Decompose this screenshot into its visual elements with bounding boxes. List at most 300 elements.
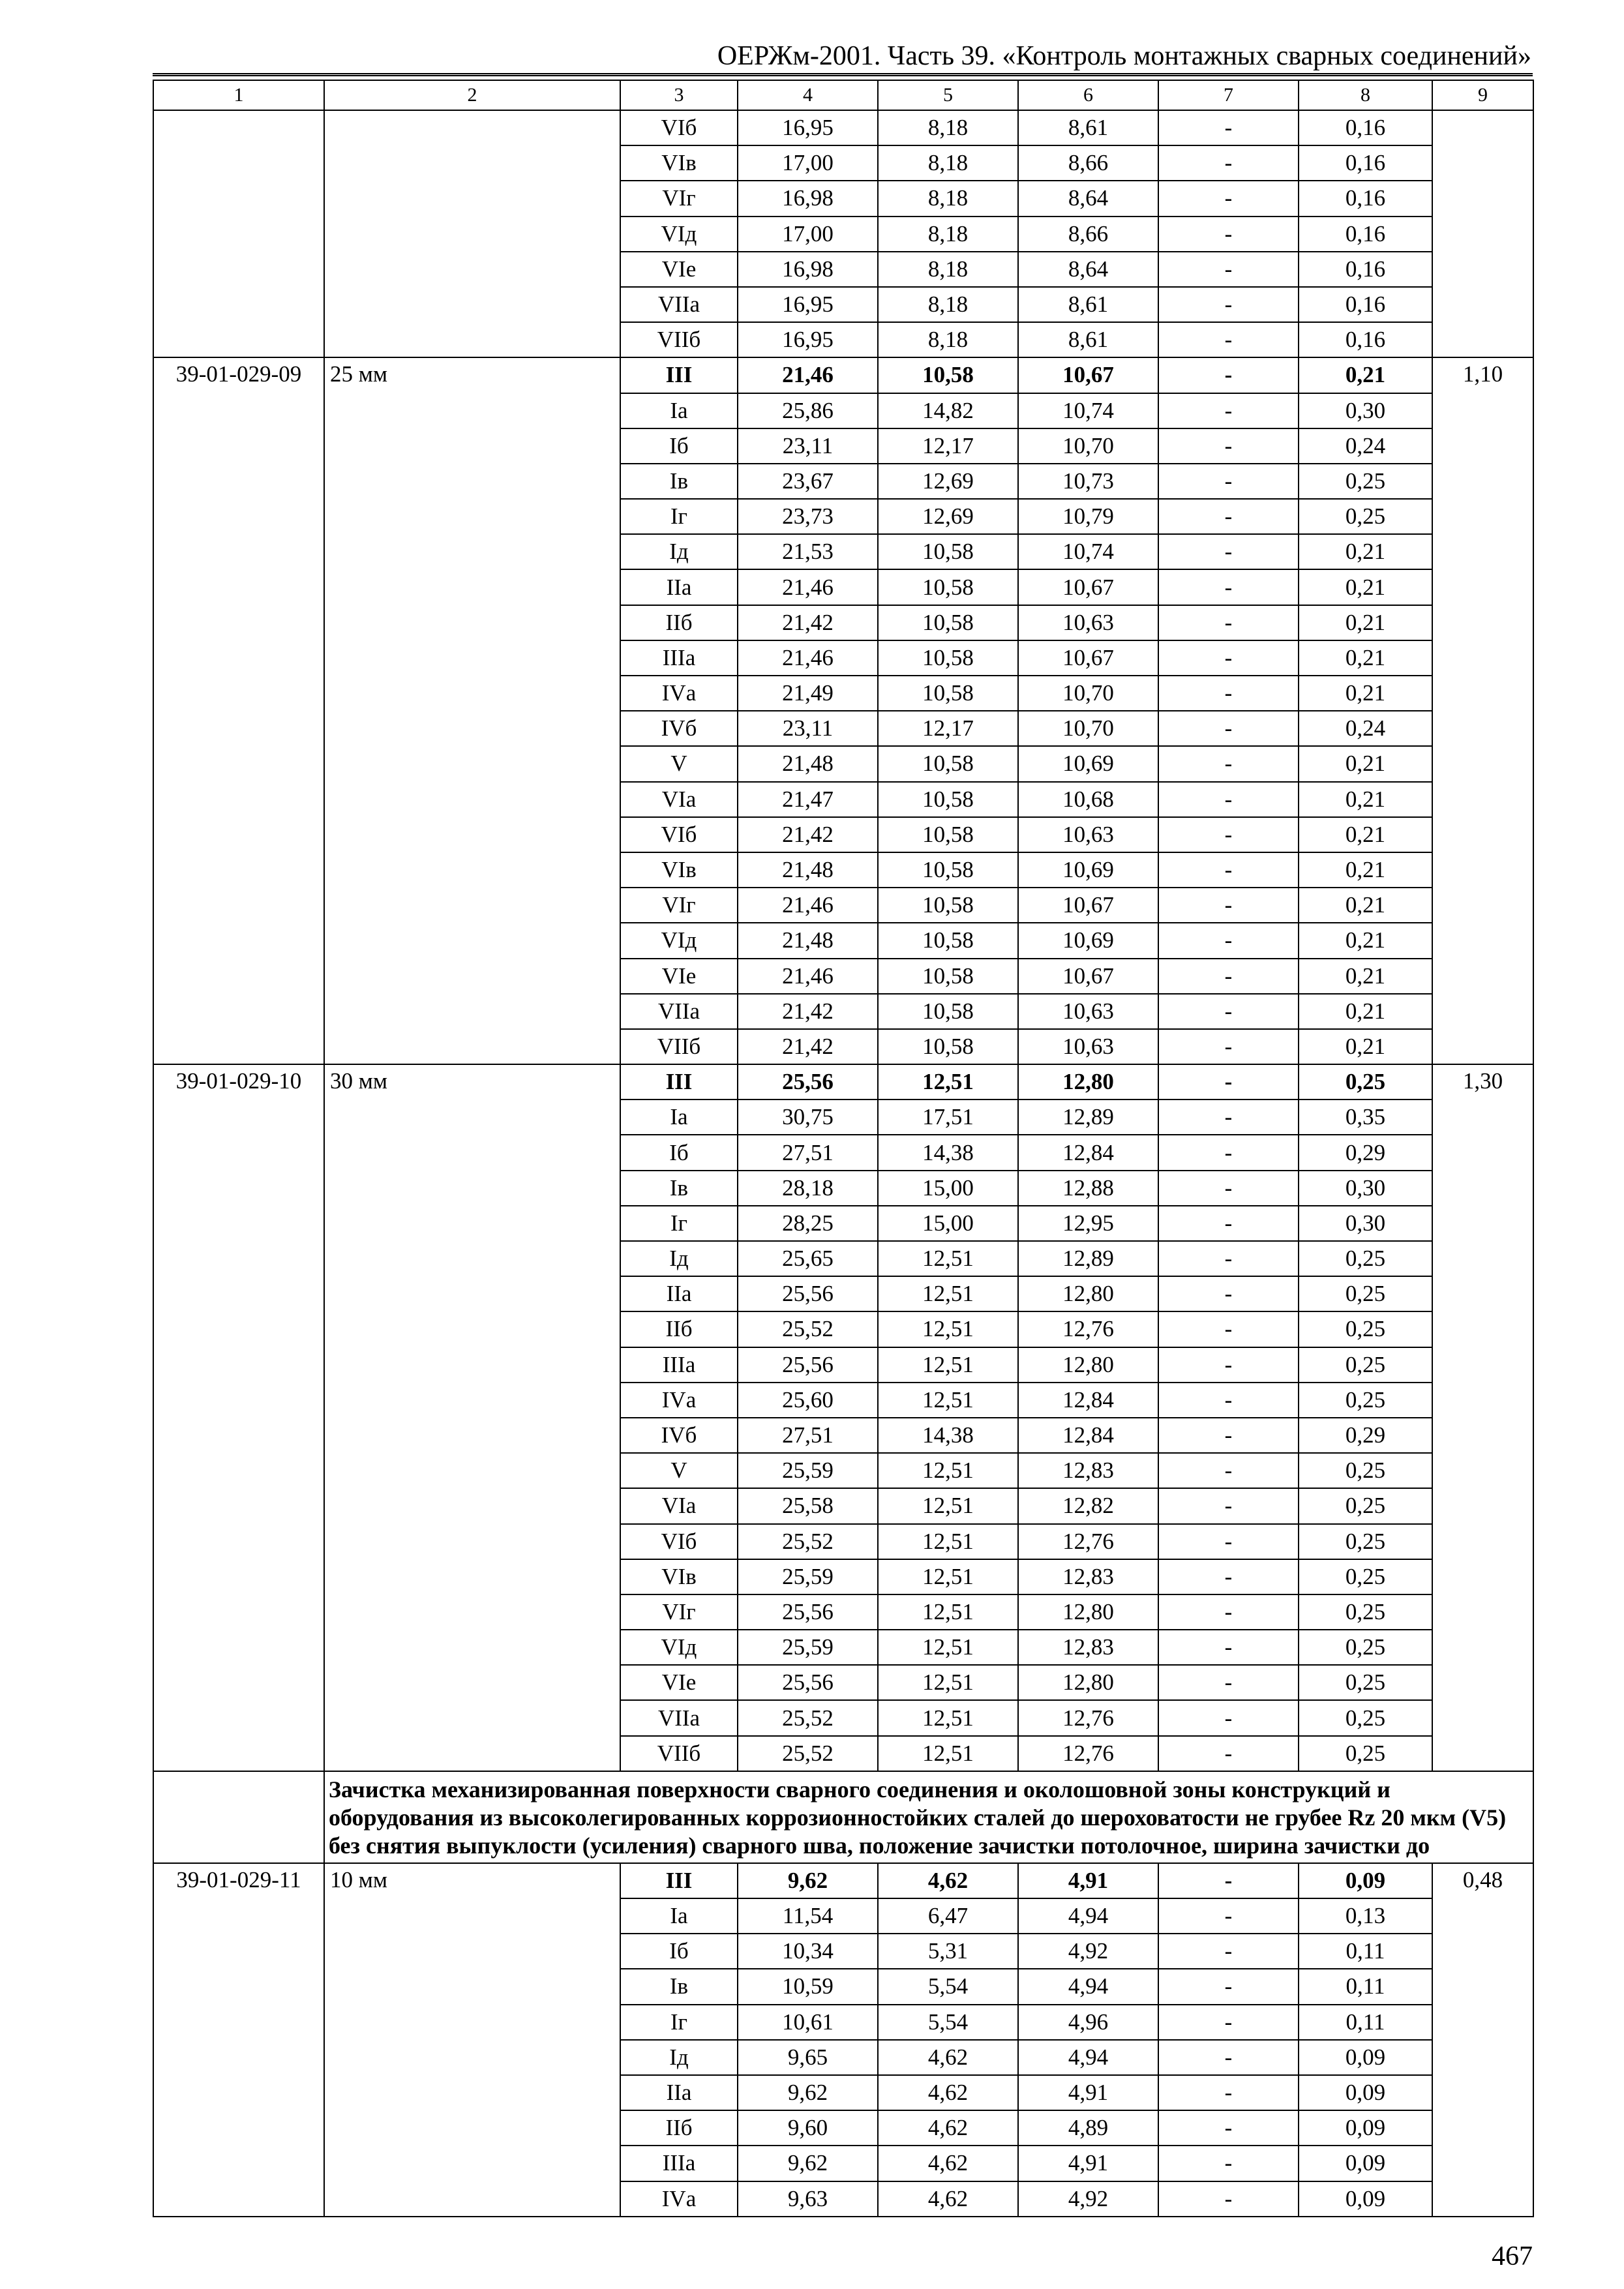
wages-cell: 4,62: [878, 2040, 1018, 2075]
column-number: 1: [153, 80, 324, 110]
machine-cost-cell: 10,67: [1018, 357, 1158, 393]
wages-cell: 12,17: [878, 711, 1018, 746]
labor-machinists-cell: 0,21: [1299, 357, 1432, 393]
wages-cell: 4,62: [878, 2146, 1018, 2181]
machine-cost-cell: 10,63: [1018, 994, 1158, 1029]
machine-cost-cell: 4,94: [1018, 1969, 1158, 2004]
cost-total-cell: 23,11: [738, 428, 878, 464]
wages-cell: 10,58: [878, 357, 1018, 393]
cost-total-cell: 21,53: [738, 534, 878, 569]
materials-cell: -: [1158, 2005, 1299, 2040]
cost-total-cell: 25,56: [738, 1594, 878, 1630]
materials-cell: -: [1158, 1594, 1299, 1630]
materials-cell: -: [1158, 569, 1299, 605]
materials-cell: -: [1158, 1418, 1299, 1453]
labor-machinists-cell: 0,25: [1299, 464, 1432, 499]
zone-code-cell: Iг: [620, 499, 738, 534]
cost-total-cell: 21,46: [738, 569, 878, 605]
cost-total-cell: 9,62: [738, 2146, 878, 2181]
labor-machinists-cell: 0,09: [1299, 2110, 1432, 2146]
rate-norm: 0,48: [1432, 1863, 1533, 2217]
materials-cell: -: [1158, 1863, 1299, 1898]
wages-cell: 12,51: [878, 1700, 1018, 1735]
labor-machinists-cell: 0,21: [1299, 959, 1432, 994]
cost-total-cell: 9,65: [738, 2040, 878, 2075]
cost-total-cell: 23,67: [738, 464, 878, 499]
wages-cell: 10,58: [878, 888, 1018, 923]
materials-cell: -: [1158, 2075, 1299, 2110]
cost-total-cell: 21,49: [738, 676, 878, 711]
labor-machinists-cell: 0,24: [1299, 428, 1432, 464]
machine-cost-cell: 10,70: [1018, 711, 1158, 746]
materials-cell: -: [1158, 393, 1299, 428]
machine-cost-cell: 4,91: [1018, 1863, 1158, 1898]
materials-cell: -: [1158, 1064, 1299, 1100]
labor-machinists-cell: 0,16: [1299, 110, 1432, 145]
zone-code-cell: IIIа: [620, 640, 738, 676]
size-cell-empty: [324, 110, 620, 357]
zone-code-cell: Iа: [620, 393, 738, 428]
cost-total-cell: 17,00: [738, 217, 878, 252]
materials-cell: -: [1158, 252, 1299, 287]
labor-machinists-cell: 0,21: [1299, 817, 1432, 852]
wages-cell: 12,51: [878, 1594, 1018, 1630]
cost-total-cell: 25,56: [738, 1665, 878, 1700]
cost-total-cell: 21,48: [738, 746, 878, 781]
rate-norm: 1,30: [1432, 1064, 1533, 1771]
zone-code-cell: VIб: [620, 110, 738, 145]
labor-machinists-cell: 0,25: [1299, 1311, 1432, 1347]
machine-cost-cell: 4,94: [1018, 1898, 1158, 1934]
rate-size: 10 мм: [324, 1863, 620, 2217]
wages-cell: 12,51: [878, 1241, 1018, 1276]
machine-cost-cell: 8,64: [1018, 181, 1158, 216]
wages-cell: 12,51: [878, 1311, 1018, 1347]
wages-cell: 6,47: [878, 1898, 1018, 1934]
wages-cell: 4,62: [878, 2181, 1018, 2217]
labor-machinists-cell: 0,21: [1299, 852, 1432, 888]
wages-cell: 12,69: [878, 464, 1018, 499]
labor-machinists-cell: 0,21: [1299, 888, 1432, 923]
zone-code-cell: VIв: [620, 1559, 738, 1594]
wages-cell: 12,51: [878, 1383, 1018, 1418]
machine-cost-cell: 10,67: [1018, 888, 1158, 923]
zone-code-cell: VIв: [620, 852, 738, 888]
labor-machinists-cell: 0,25: [1299, 1700, 1432, 1735]
table-row: [153, 357, 1533, 393]
materials-cell: -: [1158, 1276, 1299, 1311]
materials-cell: -: [1158, 605, 1299, 640]
zone-code-cell: IIа: [620, 2075, 738, 2110]
cost-total-cell: 25,86: [738, 393, 878, 428]
labor-machinists-cell: 0,25: [1299, 1453, 1432, 1488]
machine-cost-cell: 4,92: [1018, 2181, 1158, 2217]
column-number: 8: [1299, 80, 1432, 110]
wages-cell: 12,17: [878, 428, 1018, 464]
wages-cell: 10,58: [878, 676, 1018, 711]
zone-code-cell: IVа: [620, 1383, 738, 1418]
section-row: [153, 1771, 1533, 1863]
machine-cost-cell: 8,64: [1018, 252, 1158, 287]
labor-machinists-cell: 0,25: [1299, 1064, 1432, 1100]
materials-cell: -: [1158, 2146, 1299, 2181]
wages-cell: 14,38: [878, 1418, 1018, 1453]
column-number: 6: [1018, 80, 1158, 110]
labor-machinists-cell: 0,11: [1299, 2005, 1432, 2040]
zone-code-cell: IVб: [620, 1418, 738, 1453]
zone-code-cell: Iб: [620, 1135, 738, 1170]
labor-machinists-cell: 0,25: [1299, 1736, 1432, 1771]
machine-cost-cell: 12,83: [1018, 1559, 1158, 1594]
materials-cell: -: [1158, 1383, 1299, 1418]
machine-cost-cell: 4,92: [1018, 1934, 1158, 1969]
machine-cost-cell: 12,84: [1018, 1383, 1158, 1418]
materials-cell: -: [1158, 534, 1299, 569]
zone-code-cell: IIа: [620, 569, 738, 605]
labor-machinists-cell: 0,09: [1299, 2181, 1432, 2217]
cost-total-cell: 21,42: [738, 817, 878, 852]
materials-cell: -: [1158, 145, 1299, 181]
materials-cell: -: [1158, 287, 1299, 322]
machine-cost-cell: 4,91: [1018, 2075, 1158, 2110]
zone-code-cell: VIг: [620, 1594, 738, 1630]
zone-code-cell: IIIа: [620, 1347, 738, 1383]
zone-code-cell: IVб: [620, 711, 738, 746]
zone-code-cell: VIе: [620, 1665, 738, 1700]
cost-total-cell: 25,56: [738, 1276, 878, 1311]
machine-cost-cell: 10,69: [1018, 746, 1158, 781]
wages-cell: 8,18: [878, 252, 1018, 287]
machine-cost-cell: 12,83: [1018, 1453, 1158, 1488]
zone-code-cell: VIд: [620, 923, 738, 958]
zone-code-cell: Iб: [620, 428, 738, 464]
wages-cell: 4,62: [878, 2075, 1018, 2110]
wages-cell: 15,00: [878, 1171, 1018, 1206]
cost-total-cell: 16,95: [738, 322, 878, 357]
wages-cell: 14,82: [878, 393, 1018, 428]
machine-cost-cell: 12,76: [1018, 1700, 1158, 1735]
machine-cost-cell: 10,68: [1018, 782, 1158, 817]
materials-cell: -: [1158, 746, 1299, 781]
rate-code: 39-01-029-11: [153, 1863, 324, 2217]
labor-machinists-cell: 0,24: [1299, 711, 1432, 746]
machine-cost-cell: 12,80: [1018, 1276, 1158, 1311]
table-body: [153, 80, 1533, 2217]
wages-cell: 10,58: [878, 746, 1018, 781]
wages-cell: 12,51: [878, 1524, 1018, 1559]
zone-code-cell: VIIа: [620, 1700, 738, 1735]
materials-cell: -: [1158, 1898, 1299, 1934]
materials-cell: -: [1158, 428, 1299, 464]
labor-machinists-cell: 0,21: [1299, 782, 1432, 817]
cost-total-cell: 21,42: [738, 605, 878, 640]
labor-machinists-cell: 0,09: [1299, 2075, 1432, 2110]
zone-code-cell: VIIа: [620, 287, 738, 322]
machine-cost-cell: 8,61: [1018, 110, 1158, 145]
labor-machinists-cell: 0,25: [1299, 1559, 1432, 1594]
materials-cell: -: [1158, 1665, 1299, 1700]
zone-code-cell: VIа: [620, 782, 738, 817]
rate-code: 39-01-029-10: [153, 1064, 324, 1771]
zone-code-cell: Iв: [620, 1969, 738, 2004]
wages-cell: 5,54: [878, 2005, 1018, 2040]
machine-cost-cell: 4,96: [1018, 2005, 1158, 2040]
cost-total-cell: 16,95: [738, 110, 878, 145]
wages-cell: 12,51: [878, 1488, 1018, 1523]
cost-total-cell: 10,34: [738, 1934, 878, 1969]
materials-cell: -: [1158, 464, 1299, 499]
zone-code-cell: Iа: [620, 1100, 738, 1135]
materials-cell: -: [1158, 852, 1299, 888]
wages-cell: 12,51: [878, 1736, 1018, 1771]
zone-code-cell: Iб: [620, 1934, 738, 1969]
cost-total-cell: 21,46: [738, 357, 878, 393]
machine-cost-cell: 10,70: [1018, 676, 1158, 711]
zone-code-cell: Iа: [620, 1898, 738, 1934]
wages-cell: 5,31: [878, 1934, 1018, 1969]
materials-cell: -: [1158, 1347, 1299, 1383]
wages-cell: 8,18: [878, 217, 1018, 252]
materials-cell: -: [1158, 1206, 1299, 1241]
section-description: Зачистка механизированная поверхности сварного соединения и околошовной зоны конструкций и оборудования из высоколегированных коррозионностойких сталей до шероховатости не грубее Rz 20 мкм (V5) без снятия выпуклости (усиления) сварного шва, положение зачистки потолочное, ширина зачистки до: [324, 1771, 1533, 1863]
materials-cell: -: [1158, 2181, 1299, 2217]
materials-cell: -: [1158, 1700, 1299, 1735]
zone-code-cell: VIIб: [620, 1736, 738, 1771]
machine-cost-cell: 12,95: [1018, 1206, 1158, 1241]
cost-total-cell: 11,54: [738, 1898, 878, 1934]
wages-cell: 10,58: [878, 994, 1018, 1029]
zone-code-cell: VIг: [620, 888, 738, 923]
cost-total-cell: 16,98: [738, 181, 878, 216]
materials-cell: -: [1158, 1736, 1299, 1771]
machine-cost-cell: 12,80: [1018, 1064, 1158, 1100]
wages-cell: 10,58: [878, 817, 1018, 852]
labor-machinists-cell: 0,21: [1299, 534, 1432, 569]
cost-total-cell: 25,59: [738, 1453, 878, 1488]
cost-total-cell: 21,46: [738, 640, 878, 676]
cost-total-cell: 16,98: [738, 252, 878, 287]
wages-cell: 5,54: [878, 1969, 1018, 2004]
zone-code-cell: VIв: [620, 145, 738, 181]
labor-machinists-cell: 0,29: [1299, 1418, 1432, 1453]
wages-cell: 12,51: [878, 1559, 1018, 1594]
cost-total-cell: 25,52: [738, 1524, 878, 1559]
labor-machinists-cell: 0,25: [1299, 1347, 1432, 1383]
wages-cell: 8,18: [878, 181, 1018, 216]
wages-cell: 15,00: [878, 1206, 1018, 1241]
machine-cost-cell: 4,91: [1018, 2146, 1158, 2181]
zone-code-cell: IVа: [620, 676, 738, 711]
table-row: [153, 1863, 1533, 1898]
wages-cell: 12,51: [878, 1453, 1018, 1488]
cost-total-cell: 28,18: [738, 1171, 878, 1206]
cost-total-cell: 10,61: [738, 2005, 878, 2040]
labor-machinists-cell: 0,21: [1299, 676, 1432, 711]
table-row: [153, 1064, 1533, 1100]
materials-cell: -: [1158, 1630, 1299, 1665]
machine-cost-cell: 12,80: [1018, 1665, 1158, 1700]
materials-cell: -: [1158, 994, 1299, 1029]
zone-code-cell: Iв: [620, 1171, 738, 1206]
labor-machinists-cell: 0,30: [1299, 393, 1432, 428]
machine-cost-cell: 12,84: [1018, 1135, 1158, 1170]
labor-machinists-cell: 0,21: [1299, 640, 1432, 676]
wages-cell: 10,58: [878, 569, 1018, 605]
wages-cell: 8,18: [878, 287, 1018, 322]
cost-total-cell: 23,11: [738, 711, 878, 746]
labor-machinists-cell: 0,16: [1299, 287, 1432, 322]
machine-cost-cell: 10,69: [1018, 852, 1158, 888]
cost-total-cell: 25,56: [738, 1064, 878, 1100]
zone-code-cell: III: [620, 357, 738, 393]
zone-code-cell: Iг: [620, 1206, 738, 1241]
machine-cost-cell: 12,76: [1018, 1311, 1158, 1347]
cost-total-cell: 27,51: [738, 1418, 878, 1453]
labor-machinists-cell: 0,21: [1299, 923, 1432, 958]
materials-cell: -: [1158, 640, 1299, 676]
machine-cost-cell: 10,67: [1018, 640, 1158, 676]
wages-cell: 12,51: [878, 1064, 1018, 1100]
labor-machinists-cell: 0,25: [1299, 1524, 1432, 1559]
code-cell-empty: [153, 110, 324, 357]
wages-cell: 12,51: [878, 1347, 1018, 1383]
norm-cell-empty: [1432, 110, 1533, 357]
machine-cost-cell: 12,76: [1018, 1524, 1158, 1559]
machine-cost-cell: 12,88: [1018, 1171, 1158, 1206]
wages-cell: 8,18: [878, 322, 1018, 357]
machine-cost-cell: 10,74: [1018, 534, 1158, 569]
labor-machinists-cell: 0,21: [1299, 605, 1432, 640]
labor-machinists-cell: 0,25: [1299, 1594, 1432, 1630]
labor-machinists-cell: 0,25: [1299, 499, 1432, 534]
wages-cell: 4,62: [878, 2110, 1018, 2146]
zone-code-cell: V: [620, 746, 738, 781]
materials-cell: -: [1158, 888, 1299, 923]
cost-total-cell: 25,60: [738, 1383, 878, 1418]
cost-total-cell: 21,48: [738, 923, 878, 958]
machine-cost-cell: 10,63: [1018, 605, 1158, 640]
machine-cost-cell: 12,82: [1018, 1488, 1158, 1523]
cost-total-cell: 25,59: [738, 1559, 878, 1594]
zone-code-cell: IIб: [620, 1311, 738, 1347]
materials-cell: -: [1158, 676, 1299, 711]
wages-cell: 8,18: [878, 110, 1018, 145]
materials-cell: -: [1158, 711, 1299, 746]
machine-cost-cell: 8,61: [1018, 287, 1158, 322]
materials-cell: -: [1158, 110, 1299, 145]
cost-total-cell: 21,47: [738, 782, 878, 817]
column-number: 3: [620, 80, 738, 110]
materials-cell: -: [1158, 817, 1299, 852]
cost-total-cell: 25,65: [738, 1241, 878, 1276]
cost-total-cell: 25,59: [738, 1630, 878, 1665]
zone-code-cell: VIб: [620, 817, 738, 852]
labor-machinists-cell: 0,21: [1299, 1029, 1432, 1064]
machine-cost-cell: 12,83: [1018, 1630, 1158, 1665]
labor-machinists-cell: 0,25: [1299, 1630, 1432, 1665]
cost-total-cell: 21,46: [738, 959, 878, 994]
page-header: [153, 34, 1533, 76]
materials-cell: -: [1158, 322, 1299, 357]
machine-cost-cell: 4,89: [1018, 2110, 1158, 2146]
rate-size: 25 мм: [324, 357, 620, 1064]
machine-cost-cell: 10,67: [1018, 959, 1158, 994]
materials-cell: -: [1158, 217, 1299, 252]
wages-cell: 10,58: [878, 923, 1018, 958]
machine-cost-cell: 10,79: [1018, 499, 1158, 534]
cost-total-cell: 30,75: [738, 1100, 878, 1135]
labor-machinists-cell: 0,29: [1299, 1135, 1432, 1170]
machine-cost-cell: 8,61: [1018, 322, 1158, 357]
zone-code-cell: IVа: [620, 2181, 738, 2217]
section-code-empty: [153, 1771, 324, 1863]
wages-cell: 12,69: [878, 499, 1018, 534]
labor-machinists-cell: 0,25: [1299, 1241, 1432, 1276]
zone-code-cell: VIд: [620, 1630, 738, 1665]
zone-code-cell: VIIб: [620, 1029, 738, 1064]
column-number: 7: [1158, 80, 1299, 110]
zone-code-cell: Iв: [620, 464, 738, 499]
labor-machinists-cell: 0,16: [1299, 217, 1432, 252]
materials-cell: -: [1158, 181, 1299, 216]
zone-code-cell: III: [620, 1064, 738, 1100]
zone-code-cell: VIе: [620, 252, 738, 287]
machine-cost-cell: 12,76: [1018, 1736, 1158, 1771]
zone-code-cell: VIб: [620, 1524, 738, 1559]
zone-code-cell: VIе: [620, 959, 738, 994]
wages-cell: 17,51: [878, 1100, 1018, 1135]
wages-cell: 4,62: [878, 1863, 1018, 1898]
zone-code-cell: VIг: [620, 181, 738, 216]
cost-total-cell: 21,46: [738, 888, 878, 923]
wages-cell: 10,58: [878, 534, 1018, 569]
table-row: [153, 110, 1533, 145]
zone-code-cell: Iд: [620, 2040, 738, 2075]
materials-cell: -: [1158, 1171, 1299, 1206]
labor-machinists-cell: 0,25: [1299, 1276, 1432, 1311]
cost-total-cell: 25,52: [738, 1311, 878, 1347]
cost-total-cell: 9,63: [738, 2181, 878, 2217]
materials-cell: -: [1158, 1488, 1299, 1523]
labor-machinists-cell: 0,21: [1299, 994, 1432, 1029]
machine-cost-cell: 12,84: [1018, 1418, 1158, 1453]
materials-cell: -: [1158, 782, 1299, 817]
cost-total-cell: 23,73: [738, 499, 878, 534]
labor-machinists-cell: 0,11: [1299, 1969, 1432, 2004]
wages-cell: 14,38: [878, 1135, 1018, 1170]
zone-code-cell: VIд: [620, 217, 738, 252]
page-header-title: ОЕРЖм-2001. Часть 39. «Контроль монтажных сварных соединений»: [717, 41, 1531, 71]
zone-code-cell: Iд: [620, 1241, 738, 1276]
zone-code-cell: Iг: [620, 2005, 738, 2040]
wages-cell: 10,58: [878, 959, 1018, 994]
page-number: 467: [1492, 2241, 1533, 2271]
machine-cost-cell: 8,66: [1018, 145, 1158, 181]
machine-cost-cell: 10,63: [1018, 817, 1158, 852]
labor-machinists-cell: 0,16: [1299, 252, 1432, 287]
column-number: 2: [324, 80, 620, 110]
column-number-row: [153, 80, 1533, 110]
wages-cell: 12,51: [878, 1630, 1018, 1665]
cost-total-cell: 28,25: [738, 1206, 878, 1241]
materials-cell: -: [1158, 1934, 1299, 1969]
wages-cell: 12,51: [878, 1276, 1018, 1311]
column-number: 9: [1432, 80, 1533, 110]
labor-machinists-cell: 0,13: [1299, 1898, 1432, 1934]
machine-cost-cell: 12,80: [1018, 1594, 1158, 1630]
rate-norm: 1,10: [1432, 357, 1533, 1064]
materials-cell: -: [1158, 1453, 1299, 1488]
